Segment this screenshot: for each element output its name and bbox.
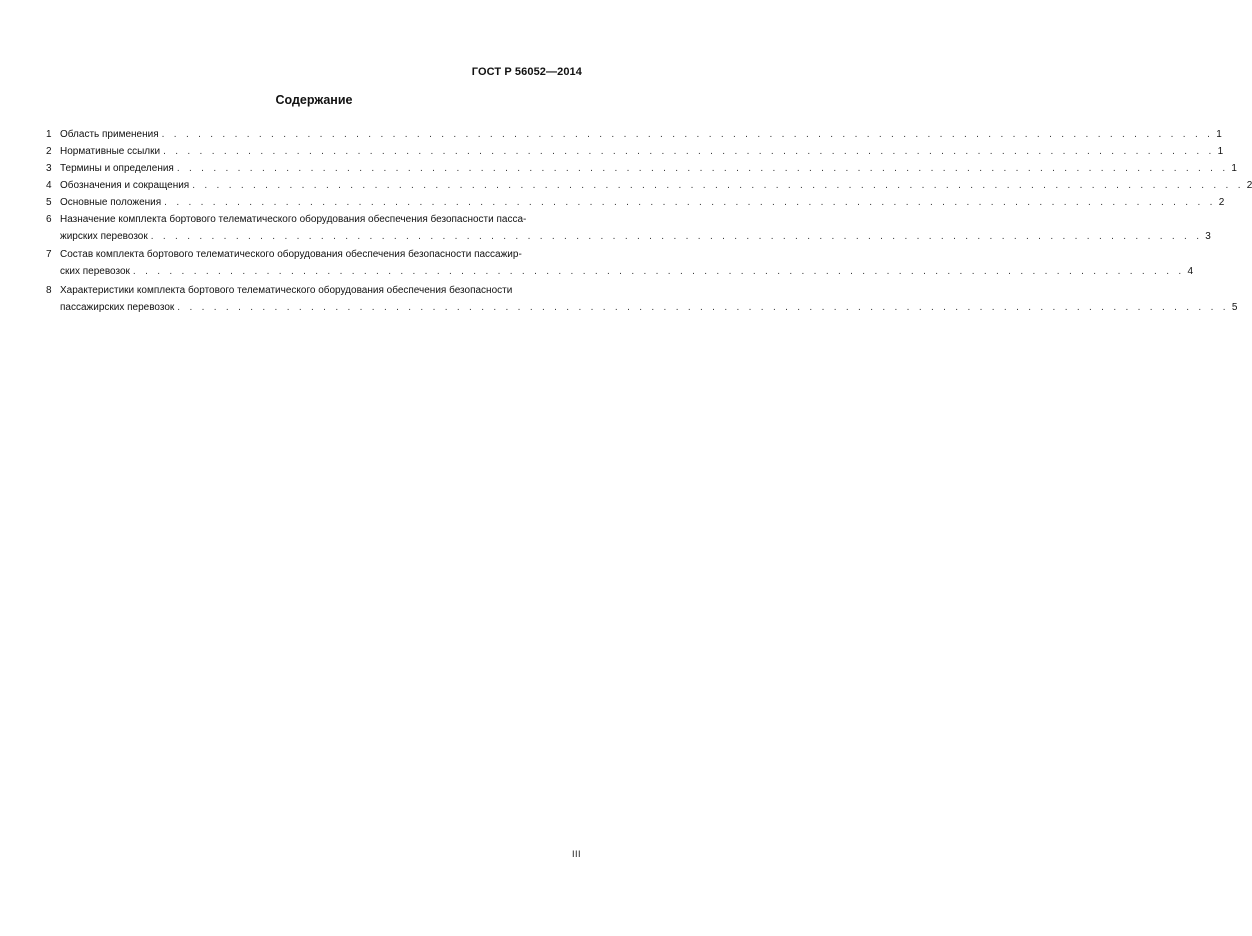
toc-entry-title: Нормативные ссылки (60, 146, 161, 157)
toc-entry-number: 7 (46, 249, 52, 260)
dot-leader: . . . . . . . . . . . . . . . . . . . . . . . . . . . . . . . . . . . . . . . . . . . . . . . . . . . . . . . . . . . . . . . . . . . . . . . . . . . . . . . . . . . . . . . (177, 302, 1229, 313)
toc-entry-6[interactable] (46, 211, 1211, 245)
toc-title: Содержание (275, 93, 353, 107)
toc-entry-title: Обозначения и сокращения (60, 180, 190, 191)
toc-entry-page: 5 (1231, 302, 1238, 313)
toc-entry-3[interactable] (46, 160, 1237, 177)
toc-entry-number: 5 (46, 197, 52, 208)
toc-entry-title-continuation: пассажирских перевозок (60, 302, 175, 313)
toc-entry-title-line: Назначение комплекта бортового телематического оборудования обеспечения безопасности пасса- (60, 214, 527, 225)
toc-entry-number: 2 (46, 146, 52, 157)
toc-entry-title: Термины и определения (60, 163, 174, 174)
dot-leader: . . . . . . . . . . . . . . . . . . . . . . . . . . . . . . . . . . . . . . . . . . . . . . . . . . . . . . . . . . . . . . . . . . . . . . . . . . . . . . . . . . . . . . . (176, 163, 1229, 174)
toc-entry-number: 8 (46, 285, 52, 296)
toc-entry-4[interactable] (46, 177, 1252, 194)
toc-entry-page: 1 (1231, 163, 1237, 174)
dot-leader: . . . . . . . . . . . . . . . . . . . . . . . . . . . . . . . . . . . . . . . . . . . . . . . . . . . . . . . . . . . . . . . . . . . . . . . . . . . . . . . . . . . . . . . (163, 146, 1215, 157)
page-number: III (571, 849, 581, 859)
table-of-contents (46, 126, 1252, 316)
toc-entry-page: 4 (1187, 266, 1194, 277)
toc-entry-page: 1 (1217, 146, 1224, 157)
toc-entry-title-line: Характеристики комплекта бортового телематического оборудования обеспечения безопасности (60, 285, 513, 296)
toc-entry-title: Основные положения (60, 197, 162, 208)
dot-leader: . . . . . . . . . . . . . . . . . . . . . . . . . . . . . . . . . . . . . . . . . . . . . . . . . . . . . . . . . . . . . . . . . . . . . . . . . . . . . . . . . . . . . . . (164, 197, 1216, 208)
toc-entry-number: 6 (46, 214, 52, 225)
dot-leader: . . . . . . . . . . . . . . . . . . . . . . . . . . . . . . . . . . . . . . . . . . . . . . . . . . . . . . . . . . . . . . . . . . . . . . . . . . . . . . . . . . . . . . . (150, 231, 1203, 242)
toc-entry-page: 3 (1205, 231, 1211, 242)
toc-entry-number: 1 (46, 129, 52, 140)
toc-entry-title-line: Состав комплекта бортового телематического оборудования обеспечения безопасности пассажир- (60, 249, 522, 260)
toc-entry-number: 3 (46, 163, 52, 174)
toc-entry-number: 4 (46, 180, 52, 191)
document-code: ГОСТ Р 56052—2014 (471, 66, 582, 78)
toc-entry-page: 1 (1216, 129, 1222, 140)
toc-entry-page: 2 (1246, 180, 1252, 191)
toc-entry-8[interactable] (46, 282, 1238, 316)
dot-leader: . . . . . . . . . . . . . . . . . . . . . . . . . . . . . . . . . . . . . . . . . . . . . . . . . . . . . . . . . . . . . . . . . . . . . . . . . . . . . . . . . . . . . . . (161, 129, 1214, 140)
toc-entry-7[interactable] (46, 246, 1194, 280)
toc-entry-1[interactable] (46, 126, 1222, 143)
dot-leader: . . . . . . . . . . . . . . . . . . . . . . . . . . . . . . . . . . . . . . . . . . . . . . . . . . . . . . . . . . . . . . . . . . . . . . . . . . . . . . . . . . . . . . . (132, 266, 1185, 277)
toc-entry-title: Область применения (60, 129, 159, 140)
toc-entry-title-continuation: ских перевозок (60, 266, 130, 277)
dot-leader: . . . . . . . . . . . . . . . . . . . . . . . . . . . . . . . . . . . . . . . . . . . . . . . . . . . . . . . . . . . . . . . . . . . . . . . . . . . . . . . . . . . . . . . (192, 180, 1244, 191)
toc-entry-title-continuation: жирских перевозок (60, 231, 148, 242)
toc-entry-5[interactable] (46, 194, 1225, 211)
toc-entry-2[interactable] (46, 143, 1224, 160)
toc-entry-page: 2 (1218, 197, 1225, 208)
